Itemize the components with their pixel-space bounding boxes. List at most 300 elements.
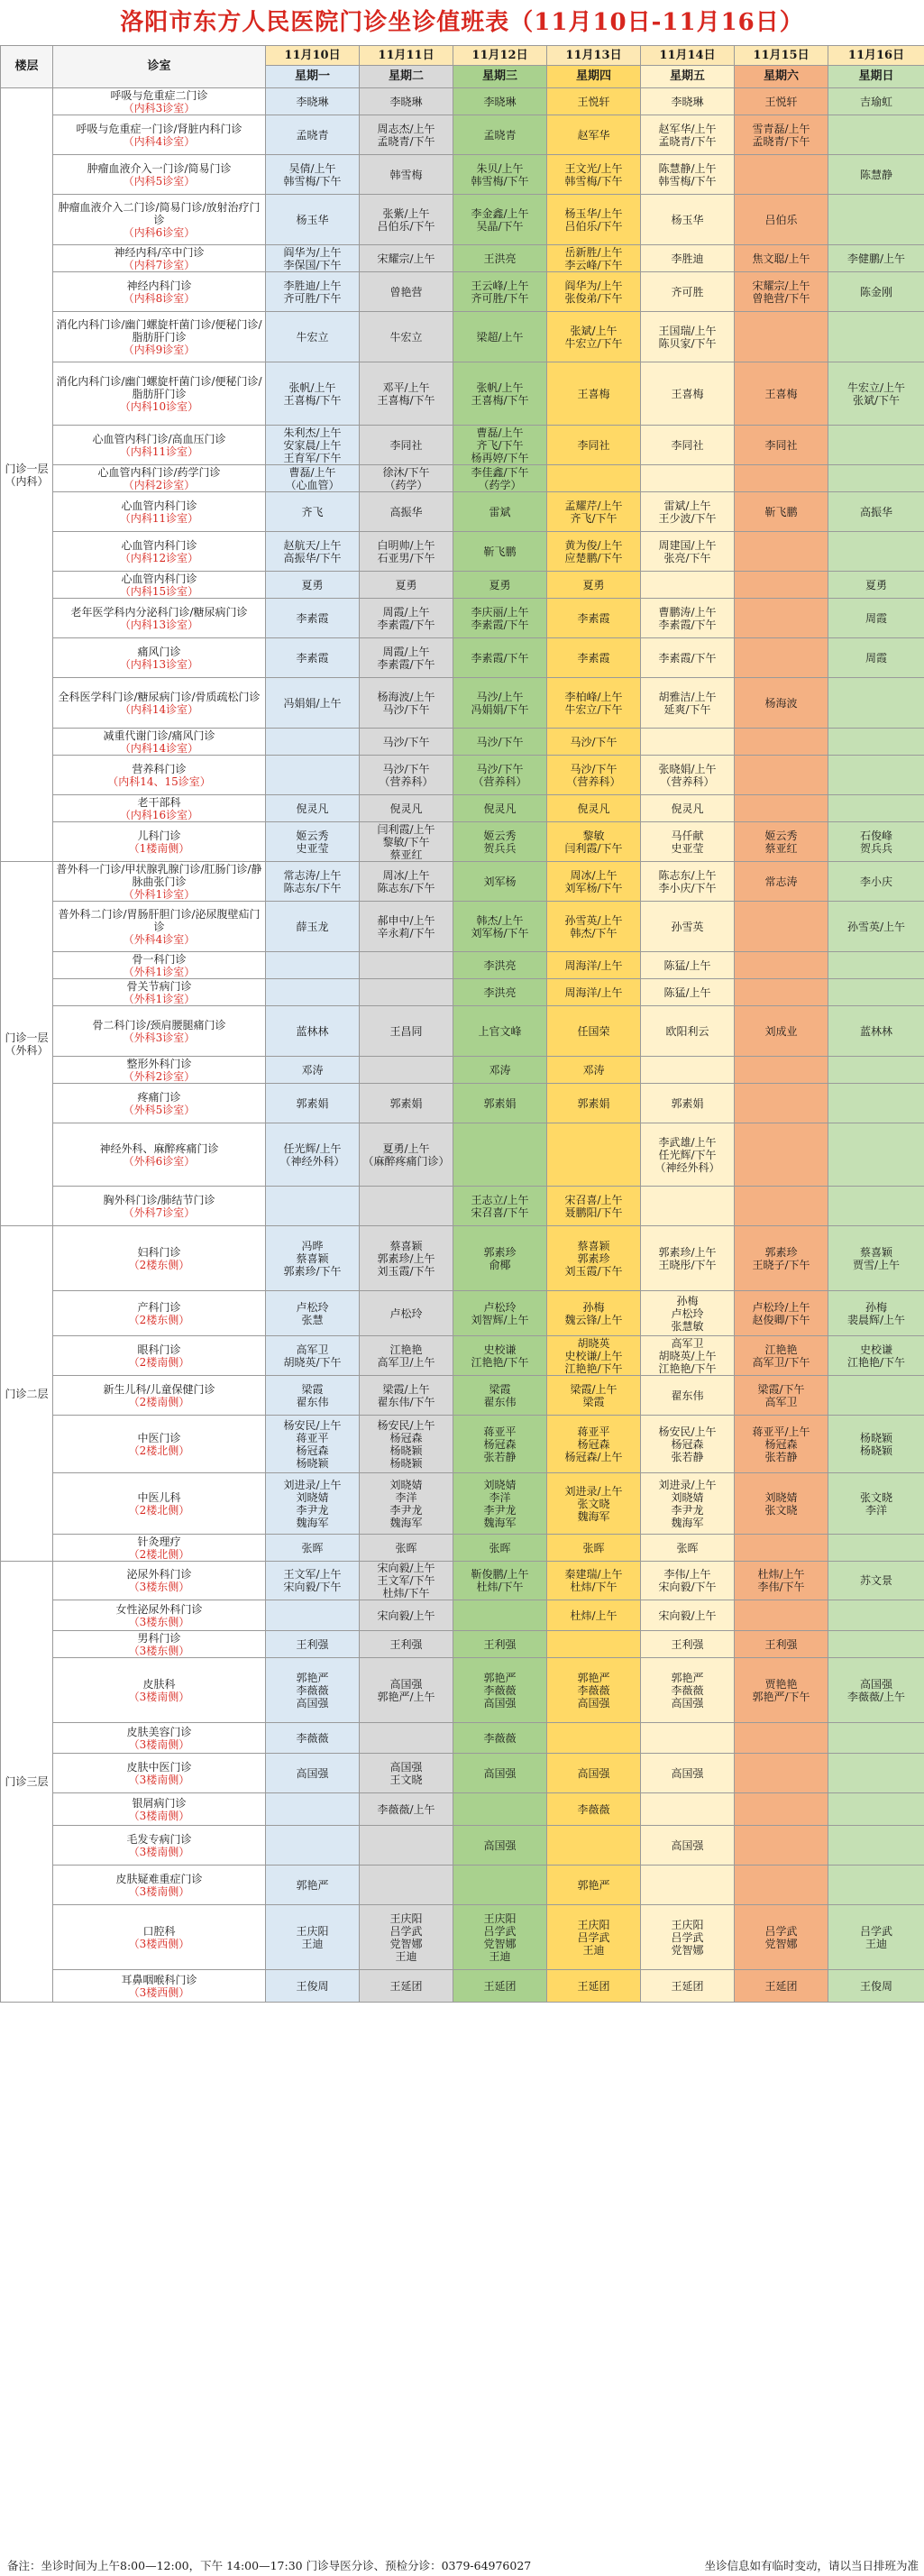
doctor-cell: 雷斌/上午 王少波/下午 xyxy=(641,492,735,532)
doctor-cell: 梁霞/上午 梁霞 xyxy=(547,1376,641,1416)
clinic-name: 胸外科门诊/肺结节门诊 xyxy=(103,1193,215,1206)
doctor-cell: 李素霞/下午 xyxy=(453,638,547,678)
clinic-cell xyxy=(53,1006,266,1057)
clinic-cell xyxy=(53,678,266,729)
doctor-cell: 杨安民/上午 杨冠森 杨晓颖 杨晓颖 xyxy=(360,1416,453,1473)
doctor-cell: 宋耀宗/上午 曾艳营/下午 xyxy=(735,272,828,312)
doctor-cell xyxy=(828,532,924,572)
doctor-cell: 阎华为/上午 张俊弟/下午 xyxy=(547,272,641,312)
doctor-cell: 张晖 xyxy=(547,1535,641,1562)
doctor-cell: 梁霞/上午 翟东伟/下午 xyxy=(360,1376,453,1416)
doctor-cell xyxy=(735,952,828,979)
table-row xyxy=(1,312,924,362)
clinic-room: （内科6诊室） xyxy=(123,225,196,239)
doctor-cell: 郭艳严 xyxy=(547,1866,641,1905)
clinic-room: （2楼南侧） xyxy=(128,1395,190,1408)
clinic-room: （外科5诊室） xyxy=(123,1103,196,1116)
clinic-cell xyxy=(53,1600,266,1631)
doctor-cell: 蒋亚平 杨冠森 杨冠森/上午 xyxy=(547,1416,641,1473)
clinic-name: 消化内科门诊/幽门螺旋杆菌门诊/便秘门诊/脂肪肝门诊 xyxy=(56,374,262,400)
doctor-cell: 张帆/上午 王喜梅/下午 xyxy=(453,362,547,426)
clinic-name: 皮肤科 xyxy=(142,1677,176,1691)
clinic-room: （2楼东侧） xyxy=(128,1258,190,1271)
doctor-cell: 杨晓颖 杨晓颖 xyxy=(828,1416,924,1473)
table-row xyxy=(1,492,924,532)
date-header: 11月11日 xyxy=(360,46,453,66)
doctor-cell: 赵军华/上午 孟晓青/下午 xyxy=(641,115,735,155)
clinic-name: 口腔科 xyxy=(142,1924,176,1938)
clinic-room: （内科2诊室） xyxy=(123,478,196,491)
table-row xyxy=(1,1057,924,1084)
clinic-room: （3楼西侧） xyxy=(128,1937,190,1950)
weekday-header: 星期日 xyxy=(828,66,924,88)
table-row xyxy=(1,638,924,678)
clinic-name: 神经内科门诊 xyxy=(126,279,192,292)
table-row xyxy=(1,1187,924,1226)
doctor-cell: 王利强 xyxy=(453,1631,547,1658)
footer-note xyxy=(0,2555,924,2576)
clinic-cell xyxy=(53,88,266,115)
doctor-cell: 黄为俊/上午 应楚鹏/下午 xyxy=(547,532,641,572)
doctor-cell xyxy=(735,312,828,362)
doctor-cell: 李健鹏/上午 xyxy=(828,245,924,272)
table-row xyxy=(1,795,924,822)
table-row xyxy=(1,1631,924,1658)
doctor-cell: 李伟/上午 宋向毅/下午 xyxy=(641,1562,735,1600)
clinic-name: 皮肤中医门诊 xyxy=(126,1760,192,1774)
doctor-cell: 任光辉/上午 （神经外科） xyxy=(266,1123,360,1187)
clinic-room: （内科14诊室） xyxy=(119,741,199,755)
doctor-cell: 李胜迪/上午 齐可胜/下午 xyxy=(266,272,360,312)
doctor-cell: 李薇薇/上午 xyxy=(360,1793,453,1826)
doctor-cell: 卢松玲 刘智辉/上午 xyxy=(453,1291,547,1336)
doctor-cell: 倪灵凡 xyxy=(453,795,547,822)
clinic-room: （内科10诊室） xyxy=(119,399,199,413)
doctor-cell: 高国强 xyxy=(641,1754,735,1793)
doctor-cell: 王喜梅 xyxy=(547,362,641,426)
doctor-cell: 卢松玲/上午 赵俊卿/下午 xyxy=(735,1291,828,1336)
doctor-cell: 夏勇 xyxy=(547,572,641,599)
clinic-room: （内科12诊室） xyxy=(119,551,199,564)
table-row xyxy=(1,1416,924,1473)
clinic-name: 老干部科 xyxy=(137,795,181,809)
doctor-cell: 吕伯乐 xyxy=(735,195,828,245)
clinic-cell xyxy=(53,1631,266,1658)
doctor-cell: 周霞 xyxy=(828,599,924,638)
table-row xyxy=(1,1826,924,1866)
clinic-room: （2楼南侧） xyxy=(128,1355,190,1369)
table-header xyxy=(1,46,924,88)
clinic-name: 泌尿外科门诊 xyxy=(126,1568,192,1581)
table-row xyxy=(1,952,924,979)
doctor-cell: 朱利杰/上午 安家晨/上午 王育军/下午 xyxy=(266,426,360,465)
doctor-cell: 高国强 xyxy=(453,1754,547,1793)
doctor-cell xyxy=(828,1600,924,1631)
doctor-cell: 王庆阳 吕学武 王迪 xyxy=(547,1905,641,1970)
clinic-room: （外科6诊室） xyxy=(123,1154,196,1168)
table-row xyxy=(1,1006,924,1057)
doctor-cell: 周霞/上午 李素霞/下午 xyxy=(360,599,453,638)
doctor-cell: 李洪亮 xyxy=(453,952,547,979)
doctor-cell xyxy=(266,979,360,1006)
doctor-cell: 陈猛/上午 xyxy=(641,979,735,1006)
doctor-cell: 蔡喜颖 郭素珍/上午 刘玉霞/下午 xyxy=(360,1226,453,1291)
doctor-cell xyxy=(828,426,924,465)
doctor-cell: 马沙/下午 xyxy=(547,729,641,756)
doctor-cell xyxy=(641,1057,735,1084)
table-row xyxy=(1,1562,924,1600)
doctor-cell: 王延团 xyxy=(360,1970,453,2003)
doctor-cell: 夏勇 xyxy=(453,572,547,599)
doctor-cell xyxy=(641,1866,735,1905)
clinic-room: （3楼东侧） xyxy=(128,1644,190,1657)
doctor-cell xyxy=(266,756,360,795)
clinic-name: 骨关节病门诊 xyxy=(126,979,192,993)
clinic-cell xyxy=(53,1793,266,1826)
clinic-room: （2楼东侧） xyxy=(128,1313,190,1326)
doctor-cell: 张晖 xyxy=(453,1535,547,1562)
doctor-cell xyxy=(547,465,641,492)
doctor-cell: 刘进录/上午 张文晓 魏海军 xyxy=(547,1473,641,1535)
doctor-cell: 郭素娟 xyxy=(266,1084,360,1123)
doctor-cell: 高国强 xyxy=(266,1754,360,1793)
table-row xyxy=(1,1658,924,1723)
doctor-cell xyxy=(828,195,924,245)
doctor-cell: 王庆阳 吕学武 党智娜 王迪 xyxy=(453,1905,547,1970)
clinic-room: （2楼北侧） xyxy=(128,1444,190,1457)
clinic-name: 全科医学科门诊/糖尿病门诊/骨质疏松门诊 xyxy=(58,690,261,703)
clinic-room: （外科4诊室） xyxy=(123,932,196,946)
table-row xyxy=(1,155,924,195)
doctor-cell: 李素霞/下午 xyxy=(641,638,735,678)
doctor-cell: 马沙/下午 xyxy=(360,729,453,756)
clinic-name: 心血管内科门诊 xyxy=(121,572,197,585)
doctor-cell xyxy=(641,572,735,599)
doctor-cell: 刘晓婧 李洋 李尹龙 魏海军 xyxy=(453,1473,547,1535)
clinic-name: 儿科门诊 xyxy=(137,829,181,842)
clinic-room: （内科15诊室） xyxy=(119,584,199,598)
doctor-cell xyxy=(828,1866,924,1905)
doctor-cell: 杨玉华 xyxy=(641,195,735,245)
doctor-cell xyxy=(266,1187,360,1226)
clinic-room: （3楼南侧） xyxy=(128,1845,190,1858)
doctor-cell: 阎华为/上午 李保国/下午 xyxy=(266,245,360,272)
doctor-cell: 倪灵凡 xyxy=(266,795,360,822)
doctor-cell: 常志涛/上午 陈志东/下午 xyxy=(266,862,360,902)
doctor-cell: 王洪亮 xyxy=(453,245,547,272)
doctor-cell: 江艳艳 高军卫/下午 xyxy=(735,1336,828,1376)
floor-header: 楼层 xyxy=(1,46,53,88)
doctor-cell: 苏文景 xyxy=(828,1562,924,1600)
clinic-cell xyxy=(53,1057,266,1084)
date-header: 11月10日 xyxy=(266,46,360,66)
doctor-cell: 王庆阳 王迪 xyxy=(266,1905,360,1970)
clinic-cell xyxy=(53,1535,266,1562)
doctor-cell: 韩杰/上午 刘军杨/下午 xyxy=(453,902,547,952)
clinic-cell xyxy=(53,862,266,902)
doctor-cell xyxy=(735,465,828,492)
doctor-cell: 姬云秀 蔡亚红 xyxy=(735,822,828,862)
clinic-name: 银屑病门诊 xyxy=(132,1796,187,1810)
doctor-cell: 张紫/上午 吕伯乐/下午 xyxy=(360,195,453,245)
doctor-cell xyxy=(453,1793,547,1826)
clinic-room: （3楼西侧） xyxy=(128,1985,190,1999)
doctor-cell: 齐飞 xyxy=(266,492,360,532)
doctor-cell: 邓涛 xyxy=(453,1057,547,1084)
table-row xyxy=(1,1226,924,1291)
clinic-cell xyxy=(53,638,266,678)
table-row xyxy=(1,1535,924,1562)
doctor-cell: 徐沐/下午 （药学） xyxy=(360,465,453,492)
doctor-cell xyxy=(828,729,924,756)
doctor-cell: 王喜梅 xyxy=(735,362,828,426)
doctor-cell: 邓平/上午 王喜梅/下午 xyxy=(360,362,453,426)
doctor-cell: 蒋亚平 杨冠森 张若静 xyxy=(453,1416,547,1473)
clinic-name: 中医儿科 xyxy=(137,1490,181,1504)
doctor-cell: 郭素珍 俞椰 xyxy=(453,1226,547,1291)
clinic-room: （内科13诊室） xyxy=(119,618,199,631)
clinic-room: （内科3诊室） xyxy=(123,101,196,115)
clinic-room: （内科14、15诊室） xyxy=(107,775,211,788)
clinic-cell xyxy=(53,532,266,572)
clinic-room: （外科1诊室） xyxy=(123,965,196,978)
doctor-cell: 江艳艳 高军卫/上午 xyxy=(360,1336,453,1376)
doctor-cell xyxy=(735,1187,828,1226)
doctor-cell: 李晓琳 xyxy=(266,88,360,115)
clinic-name: 老年医学科内分泌科门诊/糖尿病门诊 xyxy=(70,605,248,619)
doctor-cell: 王俊周 xyxy=(828,1970,924,2003)
doctor-cell xyxy=(828,1723,924,1754)
doctor-cell xyxy=(735,155,828,195)
clinic-cell xyxy=(53,1723,266,1754)
doctor-cell: 冯晔 蔡喜颖 郭素珍/下午 xyxy=(266,1226,360,1291)
clinic-cell xyxy=(53,952,266,979)
doctor-cell xyxy=(828,756,924,795)
clinic-name: 中医门诊 xyxy=(137,1431,181,1444)
doctor-cell: 刘晓婧 张文晓 xyxy=(735,1473,828,1535)
doctor-cell: 陈慧静/上午 韩雪梅/下午 xyxy=(641,155,735,195)
doctor-cell: 薛玉龙 xyxy=(266,902,360,952)
clinic-name: 毛发专病门诊 xyxy=(126,1832,192,1846)
doctor-cell xyxy=(735,1123,828,1187)
table-row xyxy=(1,729,924,756)
doctor-cell: 吉瑜虹 xyxy=(828,88,924,115)
clinic-room: （内科13诊室） xyxy=(119,657,199,671)
clinic-name: 心血管内科门诊 xyxy=(121,538,197,552)
doctor-cell: 周霞/上午 李素霞/下午 xyxy=(360,638,453,678)
doctor-cell: 李素霞 xyxy=(266,638,360,678)
doctor-cell: 雷斌 xyxy=(453,492,547,532)
table-row xyxy=(1,1793,924,1826)
clinic-room: （内科11诊室） xyxy=(119,511,199,525)
doctor-cell: 齐可胜 xyxy=(641,272,735,312)
clinic-cell xyxy=(53,272,266,312)
doctor-cell xyxy=(641,1187,735,1226)
doctor-cell: 周冰/上午 刘军杨/下午 xyxy=(547,862,641,902)
doctor-cell: 郭素珍 王晓子/下午 xyxy=(735,1226,828,1291)
doctor-cell: 郭素娟 xyxy=(360,1084,453,1123)
doctor-cell: 孙梅 卢松玲 张慧敏 xyxy=(641,1291,735,1336)
doctor-cell: 郭艳严 李薇薇 高国强 xyxy=(453,1658,547,1723)
floor-cell: 门诊三层 xyxy=(1,1562,53,2003)
doctor-cell: 曹鹏涛/上午 李素霞/下午 xyxy=(641,599,735,638)
doctor-cell xyxy=(735,599,828,638)
doctor-cell: 高军卫 胡晓英/下午 xyxy=(266,1336,360,1376)
doctor-cell: 胡晓英 史校谦/上午 江艳艳/下午 xyxy=(547,1336,641,1376)
clinic-cell xyxy=(53,902,266,952)
clinic-room: （外科3诊室） xyxy=(123,1031,196,1044)
doctor-cell: 刘成业 xyxy=(735,1006,828,1057)
doctor-cell: 吕学武 王迪 xyxy=(828,1905,924,1970)
doctor-cell: 刘军杨 xyxy=(453,862,547,902)
page-title: 洛阳市东方人民医院门诊坐诊值班表（11月10日-11月16日） xyxy=(120,9,804,36)
doctor-cell xyxy=(735,1793,828,1826)
doctor-cell: 郭素娟 xyxy=(453,1084,547,1123)
clinic-cell xyxy=(53,1187,266,1226)
clinic-cell xyxy=(53,1291,266,1336)
doctor-cell xyxy=(547,1826,641,1866)
doctor-cell: 王利强 xyxy=(266,1631,360,1658)
clinic-cell xyxy=(53,1416,266,1473)
doctor-cell xyxy=(735,638,828,678)
doctor-cell: 夏勇 xyxy=(360,572,453,599)
doctor-cell: 李薇薇 xyxy=(547,1793,641,1826)
doctor-cell: 刘晓婧 李洋 李尹龙 魏海军 xyxy=(360,1473,453,1535)
doctor-cell: 闫利霞/上午 黎敏/下午 蔡亚红 xyxy=(360,822,453,862)
clinic-name: 肿瘤血液介入一门诊/简易门诊 xyxy=(87,161,232,175)
doctor-cell: 王云峰/上午 齐可胜/下午 xyxy=(453,272,547,312)
doctor-cell xyxy=(735,795,828,822)
doctor-cell: 李小庆 xyxy=(828,862,924,902)
doctor-cell: 李同社 xyxy=(641,426,735,465)
doctor-cell: 张晖 xyxy=(266,1535,360,1562)
doctor-cell: 焦文聪/上午 xyxy=(735,245,828,272)
doctor-cell: 刘进录/上午 刘晓婧 李尹龙 魏海军 xyxy=(266,1473,360,1535)
schedule-table xyxy=(0,45,924,2003)
doctor-cell: 杨安民/上午 蒋亚平 杨冠森 杨晓颖 xyxy=(266,1416,360,1473)
doctor-cell xyxy=(266,952,360,979)
doctor-cell xyxy=(360,1187,453,1226)
doctor-cell: 马沙/上午 冯娟娟/下午 xyxy=(453,678,547,729)
doctor-cell: 李柏峰/上午 牛宏立/下午 xyxy=(547,678,641,729)
doctor-cell: 卢松玲 xyxy=(360,1291,453,1336)
doctor-cell: 倪灵凡 xyxy=(641,795,735,822)
clinic-room: （外科1诊室） xyxy=(123,887,196,901)
doctor-cell: 张晖 xyxy=(641,1535,735,1562)
doctor-cell: 曾艳营 xyxy=(360,272,453,312)
doctor-cell: 邓涛 xyxy=(266,1057,360,1084)
table-row xyxy=(1,1084,924,1123)
clinic-cell xyxy=(53,155,266,195)
clinic-name: 皮肤疑难重症门诊 xyxy=(115,1872,203,1885)
doctor-cell: 曹磊/上午 齐飞/下午 杨再婷/下午 xyxy=(453,426,547,465)
doctor-cell: 王昌同 xyxy=(360,1006,453,1057)
doctor-cell: 蓝林林 xyxy=(828,1006,924,1057)
clinic-cell xyxy=(53,729,266,756)
doctor-cell: 吴倩/上午 韩雪梅/下午 xyxy=(266,155,360,195)
table-row xyxy=(1,272,924,312)
doctor-cell: 朱贝/上午 韩雪梅/下午 xyxy=(453,155,547,195)
doctor-cell: 王悦轩 xyxy=(547,88,641,115)
doctor-cell: 马仟献 史亚莹 xyxy=(641,822,735,862)
doctor-cell: 孙雪英/上午 韩杰/下午 xyxy=(547,902,641,952)
doctor-cell: 李武雄/上午 任光辉/下午 （神经外科） xyxy=(641,1123,735,1187)
clinic-name: 减重代谢门诊/痛风门诊 xyxy=(103,729,215,742)
table-row xyxy=(1,362,924,426)
doctor-cell: 秦建瑞/上午 杜炜/下午 xyxy=(547,1562,641,1600)
doctor-cell: 孟晓青 xyxy=(453,115,547,155)
doctor-cell: 王文光/上午 韩雪梅/下午 xyxy=(547,155,641,195)
doctor-cell: 王喜梅 xyxy=(641,362,735,426)
doctor-cell: 马沙/下午 xyxy=(453,729,547,756)
clinic-room: （内科14诊室） xyxy=(119,702,199,716)
doctor-cell: 周海洋/上午 xyxy=(547,952,641,979)
clinic-cell xyxy=(53,1970,266,2003)
doctor-cell xyxy=(735,756,828,795)
doctor-cell xyxy=(547,1631,641,1658)
table-row xyxy=(1,678,924,729)
doctor-cell xyxy=(735,1754,828,1793)
clinic-name: 呼吸与危重症一门诊/肾脏内科门诊 xyxy=(76,122,242,135)
doctor-cell xyxy=(360,1723,453,1754)
clinic-cell xyxy=(53,599,266,638)
doctor-cell xyxy=(453,1866,547,1905)
doctor-cell xyxy=(547,1123,641,1187)
clinic-name: 骨二科门诊/颈肩腰腿痛门诊 xyxy=(92,1018,226,1031)
clinic-room: （2楼北侧） xyxy=(128,1503,190,1517)
clinic-cell xyxy=(53,245,266,272)
doctor-cell: 夏勇 xyxy=(266,572,360,599)
doctor-cell: 宋召喜/上午 聂鹏阳/下午 xyxy=(547,1187,641,1226)
doctor-cell xyxy=(828,1631,924,1658)
doctor-cell: 王利强 xyxy=(735,1631,828,1658)
clinic-name: 针灸理疗 xyxy=(137,1535,181,1548)
clinic-name: 消化内科门诊/幽门螺旋杆菌门诊/便秘门诊/脂肪肝门诊 xyxy=(56,317,262,344)
doctor-cell: 李金鑫/上午 吴晶/下午 xyxy=(453,195,547,245)
doctor-cell: 李胜迪 xyxy=(641,245,735,272)
clinic-room: （2楼北侧） xyxy=(128,1547,190,1561)
clinic-room: （内科16诊室） xyxy=(119,808,199,821)
doctor-cell: 夏勇 xyxy=(828,572,924,599)
clinic-cell xyxy=(53,312,266,362)
doctor-cell: 高军卫 胡晓英/上午 江艳艳/下午 xyxy=(641,1336,735,1376)
clinic-room: （1楼南侧） xyxy=(128,841,190,855)
doctor-cell: 靳飞鹏 xyxy=(735,492,828,532)
doctor-cell: 李素霞 xyxy=(547,599,641,638)
doctor-cell: 蓝林林 xyxy=(266,1006,360,1057)
doctor-cell: 高国强 王文晓 xyxy=(360,1754,453,1793)
doctor-cell xyxy=(266,1826,360,1866)
doctor-cell: 李佳鑫/下午 （药学） xyxy=(453,465,547,492)
doctor-cell xyxy=(360,979,453,1006)
clinic-room: （3楼南侧） xyxy=(128,1690,190,1703)
table-row xyxy=(1,1123,924,1187)
doctor-cell: 高国强 郭艳严/上午 xyxy=(360,1658,453,1723)
doctor-cell xyxy=(735,979,828,1006)
footer-hours-note: 备注：坐诊时间为上午8:00—12:00，下午 14:00—17:30 门诊导医分诊、预检分诊：0379-64976027 xyxy=(7,2559,532,2572)
doctor-cell xyxy=(828,979,924,1006)
doctor-cell: 周霞 xyxy=(828,638,924,678)
table-row xyxy=(1,245,924,272)
clinic-name: 女性泌尿外科门诊 xyxy=(115,1602,203,1616)
clinic-cell xyxy=(53,1562,266,1600)
clinic-cell xyxy=(53,465,266,492)
clinic-cell xyxy=(53,572,266,599)
doctor-cell: 宋耀宗/上午 xyxy=(360,245,453,272)
clinic-cell xyxy=(53,1336,266,1376)
doctor-cell: 赵航天/上午 高振华/下午 xyxy=(266,532,360,572)
weekday-header: 星期二 xyxy=(360,66,453,88)
